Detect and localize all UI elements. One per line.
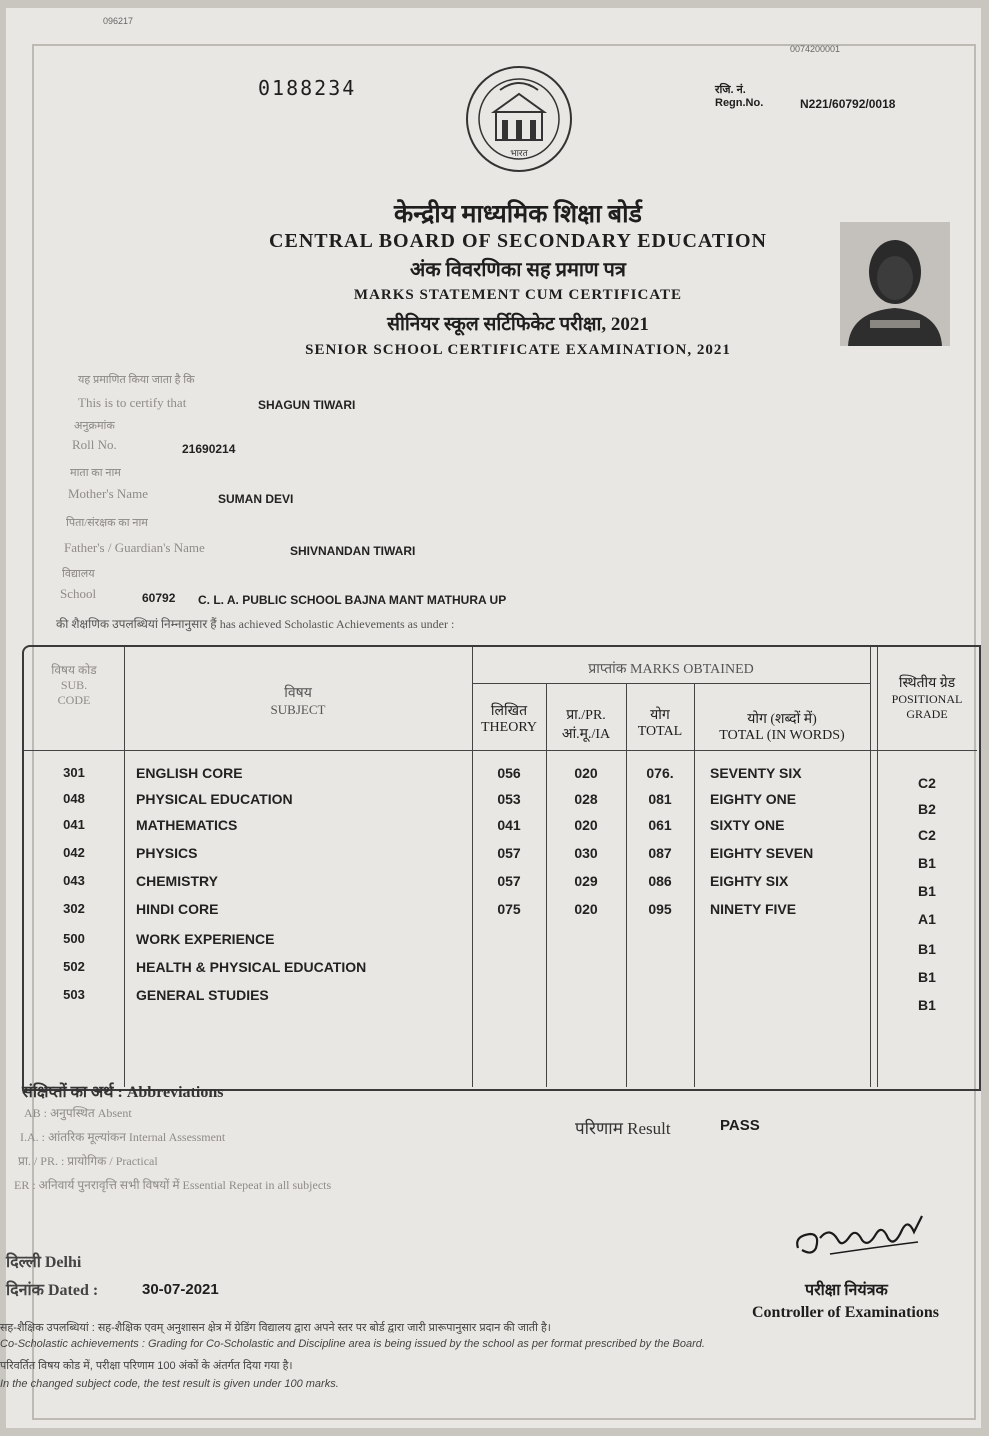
dated-en: Dated :	[47, 1282, 99, 1299]
note-changed-code-hindi: परिवर्तित विषय कोड में, परीक्षा परिणाम 100 अंकों के अंतर्गत दिया गया है।	[0, 1360, 293, 1372]
marks-table	[22, 645, 981, 1091]
achievement-line	[56, 615, 454, 632]
cell-words: SIXTY ONE	[710, 817, 785, 833]
cell-pr: 020	[574, 901, 598, 917]
roll-label-hindi: अनुक्रमांक	[74, 420, 115, 432]
result-label-hindi: परिणाम	[575, 1119, 623, 1138]
abbreviations-title-hindi: संक्षिप्तों का अर्थ	[22, 1084, 114, 1101]
cell-code: 302	[63, 901, 85, 916]
cell-code: 043	[63, 873, 85, 888]
dated-hindi: दिनांक	[6, 1282, 44, 1299]
header-code-line2: CODE	[57, 693, 91, 707]
cell-grade: A1	[918, 911, 936, 927]
result-label	[575, 1116, 671, 1139]
candidate-name: SHAGUN TIWARI	[258, 398, 356, 412]
cell-total: 061	[648, 817, 672, 833]
header-ia: आं.मू./IA	[561, 727, 611, 742]
cell-total: 076.	[646, 765, 674, 781]
father-label-hindi: पिता/संरक्षक का नाम	[66, 517, 148, 529]
certify-label: This is to certify that	[78, 395, 187, 410]
cell-pr: 020	[574, 765, 598, 781]
cell-theory: 053	[497, 791, 521, 807]
cell-pr: 030	[574, 845, 598, 861]
mother-name: SUMAN DEVI	[218, 492, 294, 506]
header-total-hindi: योग	[650, 708, 670, 723]
certificate-title-hindi: अंक विवरणिका सह प्रमाण पत्र	[410, 259, 626, 281]
cell-theory: 057	[497, 845, 521, 861]
cell-words: SEVENTY SIX	[710, 765, 802, 781]
cell-total: 095	[648, 901, 672, 917]
regn-label: Regn.No.	[715, 97, 764, 109]
cell-total: 086	[648, 873, 672, 889]
note-co-scholastic-hindi: सह-शैक्षिक उपलब्धियां : सह-शैक्षिक एवम् अनुशासन क्षेत्र में ग्रेडिंग विद्यालय द्वारा अपने स्तर पर बोर्ड द्वारा जारी प्रारूपानुसार प्रदान की जाती है।	[0, 1322, 551, 1334]
cell-theory: 057	[497, 873, 521, 889]
result-label-en: Result	[627, 1119, 671, 1138]
abbr-absent: AB : अनुपस्थित Absent	[24, 1106, 132, 1120]
cell-grade: C2	[918, 827, 936, 843]
father-label: Father's / Guardian's Name	[64, 540, 205, 555]
roll-label: Roll No.	[72, 437, 117, 452]
exam-title-hindi: सीनियर स्कूल सर्टिफिकेट परीक्षा, 2021	[387, 314, 649, 335]
mother-label: Mother's Name	[68, 486, 148, 501]
cell-pr: 028	[574, 791, 598, 807]
mother-label-hindi: माता का नाम	[70, 467, 121, 479]
cell-pr: 020	[574, 817, 598, 833]
note-co-scholastic: Co-Scholastic achievements : Grading for Co-Scholastic and Discipline area is being issued by the school as per format prescribed by the Board.	[0, 1338, 705, 1350]
abbr-internal-assessment: I.A. : आंतरिक मूल्यांकन Internal Assessment	[20, 1130, 226, 1144]
cell-subject: MATHEMATICS	[136, 817, 238, 833]
abbreviations-title-en: : Abbreviations	[117, 1084, 224, 1101]
cell-grade: B1	[918, 883, 936, 899]
header-grade-line2: GRADE	[906, 707, 948, 721]
emblem-label: भारत	[510, 149, 528, 159]
cell-pr: 029	[574, 873, 598, 889]
place-hindi: दिल्ली	[6, 1254, 41, 1271]
cell-total: 081	[648, 791, 672, 807]
header-total: TOTAL	[637, 724, 683, 739]
header-grade-hindi: स्थितीय ग्रेड	[898, 676, 956, 691]
controller-title: Controller of Examinations	[752, 1304, 939, 1321]
cell-subject: HEALTH & PHYSICAL EDUCATION	[136, 959, 367, 975]
school-label: School	[60, 586, 97, 601]
signature-icon	[790, 1208, 940, 1268]
school-code: 60792	[142, 591, 176, 605]
cell-words: NINETY FIVE	[710, 901, 797, 917]
cell-subject: PHYSICAL EDUCATION	[136, 791, 293, 807]
cell-subject: GENERAL STUDIES	[136, 987, 269, 1003]
header-theory-hindi: लिखित	[490, 704, 528, 719]
header-subject: SUBJECT	[270, 702, 326, 717]
certificate-title: MARKS STATEMENT CUM CERTIFICATE	[353, 287, 683, 303]
cell-subject: CHEMISTRY	[136, 873, 218, 889]
cell-grade: B1	[918, 997, 936, 1013]
cell-words: EIGHTY ONE	[710, 791, 797, 807]
cell-subject: ENGLISH CORE	[136, 765, 243, 781]
cell-code: 301	[63, 765, 85, 780]
cell-grade: B1	[918, 969, 936, 985]
header-subject-hindi: विषय	[284, 686, 312, 701]
cell-code: 500	[63, 931, 85, 946]
controller-hindi: परीक्षा नियंत्रक	[805, 1282, 888, 1299]
cell-words: EIGHTY SEVEN	[710, 845, 814, 861]
achievement-label: has achieved Scholastic Achievements as under :	[219, 617, 455, 631]
header-words-hindi: योग (शब्दों में)	[747, 712, 817, 727]
candidate-photo	[840, 222, 950, 346]
header-grade-line1: POSITIONAL	[891, 692, 963, 706]
header-code-line1: SUB.	[60, 678, 88, 692]
cell-theory: 056	[497, 765, 521, 781]
header-marks-obtained: प्राप्तांक MARKS OBTAINED	[588, 662, 754, 677]
exam-title: SENIOR SCHOOL CERTIFICATE EXAMINATION, 2021	[305, 342, 731, 358]
abbr-essential-repeat: ER : अनिवार्य पुनरावृत्ति सभी विषयों में Essential Repeat in all subjects	[14, 1178, 332, 1192]
place-en: Delhi	[44, 1254, 82, 1271]
abbr-practical: प्रा. / PR. : प्रायोगिक / Practical	[18, 1154, 158, 1168]
certify-label-hindi: यह प्रमाणित किया जाता है कि	[78, 374, 195, 386]
header-code-hindi: विषय कोड	[51, 663, 97, 677]
cell-code: 048	[63, 791, 85, 806]
result-value: PASS	[720, 1117, 760, 1134]
cbse-emblem-icon	[458, 64, 580, 174]
cell-code: 041	[63, 817, 85, 832]
cell-grade: C2	[918, 775, 936, 791]
cell-grade: B2	[918, 801, 936, 817]
cell-subject: WORK EXPERIENCE	[136, 931, 275, 947]
regn-label-hindi: रजि. नं.	[715, 84, 746, 96]
board-name-hindi: केन्द्रीय माध्यमिक शिक्षा बोर्ड	[394, 201, 642, 228]
cell-code: 042	[63, 845, 85, 860]
cell-code: 502	[63, 959, 85, 974]
header-practical: प्रा./PR.	[566, 708, 606, 723]
school-name: C. L. A. PUBLIC SCHOOL BAJNA MANT MATHURA UP	[198, 593, 507, 607]
board-name: CENTRAL BOARD OF SECONDARY EDUCATION	[269, 230, 767, 252]
regn-number: N221/60792/0018	[800, 97, 896, 111]
cell-theory: 075	[497, 901, 521, 917]
school-label-hindi: विद्यालय	[62, 568, 95, 580]
cell-subject: PHYSICS	[136, 845, 198, 861]
place	[6, 1250, 81, 1272]
cell-subject: HINDI CORE	[136, 901, 219, 917]
father-name: SHIVNANDAN TIWARI	[290, 544, 416, 558]
note-changed-code: In the changed subject code, the test result is given under 100 marks.	[0, 1378, 339, 1390]
cell-words: EIGHTY SIX	[710, 873, 789, 889]
abbreviations-title	[22, 1080, 223, 1102]
serial-number: 0188234	[258, 76, 357, 100]
header-theory: THEORY	[481, 720, 537, 735]
roll-number: 21690214	[182, 442, 236, 456]
top-code-right: 0074200001	[790, 44, 841, 54]
cell-code: 503	[63, 987, 85, 1002]
dated-label	[6, 1278, 98, 1300]
achievement-label-hindi: की शैक्षणिक उपलब्धियां निम्नानुसार हैं	[56, 617, 217, 631]
cell-total: 087	[648, 845, 672, 861]
cell-theory: 041	[497, 817, 521, 833]
top-code-left: 096217	[103, 16, 134, 26]
cell-grade: B1	[918, 941, 936, 957]
issue-date: 30-07-2021	[142, 1281, 219, 1298]
header-words: TOTAL (IN WORDS)	[719, 728, 845, 743]
cell-grade: B1	[918, 855, 936, 871]
